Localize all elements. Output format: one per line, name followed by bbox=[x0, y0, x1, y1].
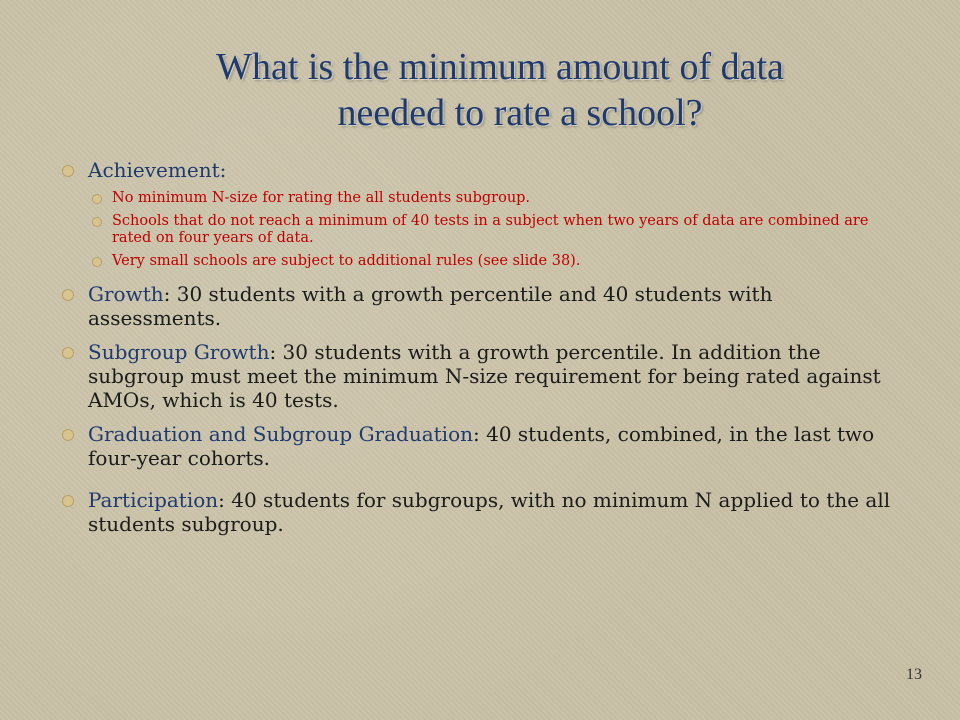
bullet-term: Growth bbox=[88, 282, 164, 306]
bullet-text: : 40 students, combined, in the last two four-year cohorts. bbox=[88, 422, 875, 470]
bullet-text: : 30 students with a growth percentile and 40 students with assessments. bbox=[88, 282, 773, 330]
slide-title bbox=[120, 44, 880, 136]
bullet-term: Participation bbox=[88, 488, 219, 512]
bullet-subgroup-growth bbox=[60, 340, 900, 412]
sub-bullet-text: Very small schools are subject to additional rules (see slide 38). bbox=[112, 253, 581, 269]
slide-title-line-2: needed to rate a school? bbox=[337, 92, 703, 134]
sub-bullet-text: No minimum N-size for rating the all students subgroup. bbox=[112, 190, 531, 206]
bullet-icon bbox=[62, 289, 74, 301]
bullet-colon: : bbox=[219, 158, 227, 182]
bullet-term: Achievement bbox=[88, 158, 220, 182]
achievement-subitems bbox=[60, 190, 900, 270]
bullet-participation bbox=[60, 488, 900, 536]
bullet-text: : 40 students for subgroups, with no minimum N applied to the all students subgroup. bbox=[88, 488, 891, 536]
sub-bullet-text: Schools that do not reach a minimum of 40 tests in a subject when two years of data are combined are rated on four years of data. bbox=[112, 213, 869, 246]
bullet-term: Subgroup Growth bbox=[88, 340, 270, 364]
page-number: 13 bbox=[906, 666, 922, 683]
sub-bullet bbox=[90, 190, 900, 207]
bullet-term: Graduation and Subgroup Graduation bbox=[88, 422, 473, 446]
bullet-text: : 30 students with a growth percentile. In addition the subgroup must meet the minimum N-size requirement for being rated against AMOs, which is 40 tests. bbox=[88, 340, 881, 412]
sub-bullet bbox=[90, 213, 900, 247]
bullet-icon bbox=[62, 347, 74, 359]
bullet-icon bbox=[62, 165, 74, 177]
bullet-graduation bbox=[60, 422, 900, 470]
bullet-achievement bbox=[60, 158, 900, 182]
bullet-icon bbox=[62, 429, 74, 441]
bullet-icon bbox=[62, 495, 74, 507]
bullet-icon bbox=[92, 194, 102, 204]
bullet-growth bbox=[60, 282, 900, 330]
slide-title-line-1: What is the minimum amount of data bbox=[216, 46, 784, 88]
sub-bullet bbox=[90, 253, 900, 270]
bullet-icon bbox=[92, 257, 102, 267]
slide-content bbox=[60, 158, 900, 546]
bullet-icon bbox=[92, 217, 102, 227]
